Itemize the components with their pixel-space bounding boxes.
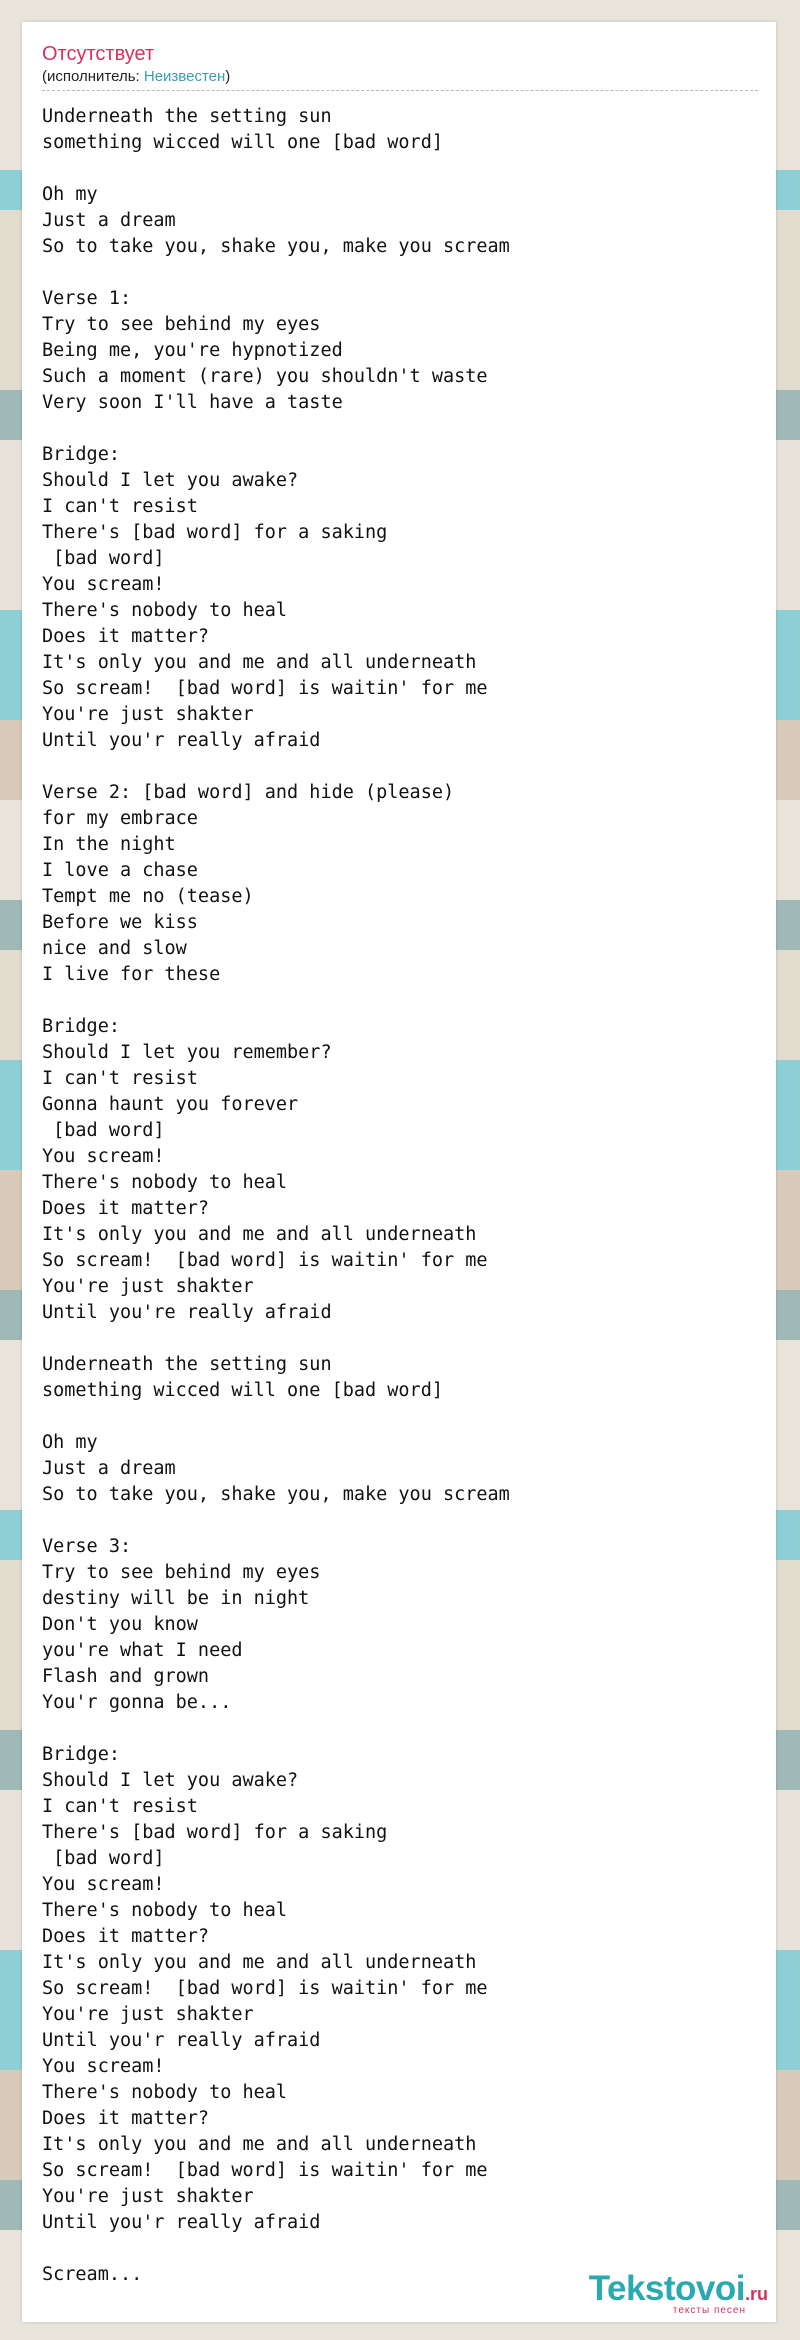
- logo-wordmark: Tekstovoi: [588, 2269, 745, 2308]
- artist-prefix: (исполнитель:: [42, 68, 144, 85]
- logo-tagline: тексты песен: [672, 2305, 746, 2316]
- song-header: [42, 42, 758, 91]
- artist-line: [42, 67, 758, 91]
- song-title: Отсутствует: [42, 43, 155, 65]
- lyrics-text: Underneath the setting sun something wicced will one [bad word] Oh my Just a dream So to take you, shake you, make you scream Verse 1: Try to see behind my eyes Being me, you're hypnotized Such a moment (rare) you shouldn't waste Very soon I'll have a taste Bridge: Should I let you awake? I can't resist There's [bad word] for a saking [bad word] You scream! There's nobody to heal Does it matter? It's only you and me and all underneath So scream! [bad word] is waitin' for me You're just shakter Until you'r really afraid Verse 2: [bad word] and hide (please) for my embrace In the night I love a chase Tempt me no (tease) Before we kiss nice and slow I live for these Bridge: Should I let you remember? I can't resist Gonna haunt you forever [bad word] You scream! There's nobody to heal Does it matter? It's only you and me and all underneath So scream! [bad word] is waitin' for me You're just shakter Until you're really afraid Underneath the setting sun something wicced will one [bad word] Oh my Just a dream So to take you, shake you, make you scream Verse 3: Try to see behind my eyes destiny will be in night Don't you know you're what I need Flash and grown You'r gonna be... Bridge: Should I let you awake? I can't resist There's [bad word] for a saking [bad word] You scream! There's nobody to heal Does it matter? It's only you and me and all underneath So scream! [bad word] is waitin' for me You're just shakter Until you'r really afraid You scream! There's nobody to heal Does it matter? It's only you and me and all underneath So scream! [bad word] is waitin' for me You're just shakter Until you'r really afraid Scream...: [42, 106, 510, 2285]
- artist-link[interactable]: Неизвестен: [143, 68, 226, 85]
- logo-domain: .ru: [744, 2284, 768, 2304]
- artist-suffix: ): [225, 68, 231, 85]
- lyrics-card: [22, 22, 776, 2322]
- site-logo[interactable]: [589, 2271, 768, 2316]
